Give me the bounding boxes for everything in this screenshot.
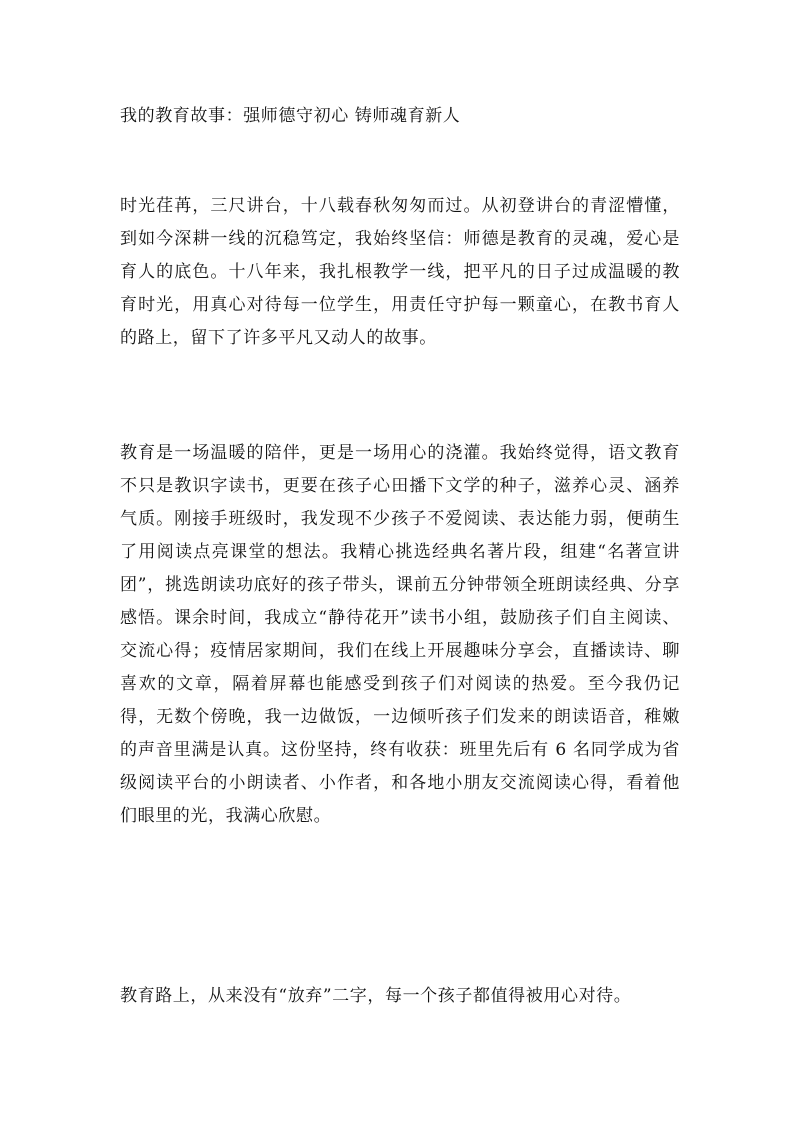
document-title: 我的教育故事：强师德守初心 铸师魂育新人 bbox=[120, 106, 461, 126]
paragraph-never-give-up: 教育路上，从来没有“放弃”二字，每一个孩子都值得被用心对待。 bbox=[120, 986, 632, 1006]
paragraph-intro: 时光荏苒，三尺讲台，十八载春秋匆匆而过。从初登讲台的青涩懵懂，到如今深耕一线的沉稳笃定，我始终坚信：师德是教育的灵魂，爱心是育人的底色。十八年来，我扎根教学一线，把平凡的日子过成温暖的教育时光，用真心对待每一位学生，用责任守护每一颗童心，在教书育人的路上，留下了许多平凡又动人的故事。 bbox=[120, 196, 680, 348]
paragraph-reading-story: 教育是一场温暖的陪伴，更是一场用心的浇灌。我始终觉得，语文教育不只是教识字读书，更要在孩子心田播下文学的种子，滋养心灵、涵养气质。刚接手班级时，我发现不少孩子不爱阅读、表达能力弱，便萌生了用阅读点亮课堂的想法。我精心挑选经典名著片段，组建“名著宣讲团”，挑选朗读功底好的孩子带头，课前五分钟带领全班朗读经典、分享感悟。课余时间，我成立“静待花开”读书小组，鼓励孩子们自主阅读、交流心得；疫情居家期间，我们在线上开展趣味分享会，直播读诗、聊喜欢的文章，隔着屏幕也能感受到孩子们对阅读的热爱。至今我仍记得，无数个傍晚，我一边做饭，一边倾听孩子们发来的朗读语音，稚嫩的声音里满是认真。这份坚持，终有收获：班里先后有 6 名同学成为省级阅读平台的小朗读者、小作者，和各地小朋友交流阅读心得，看着他们眼里的光，我满心欣慰。 bbox=[120, 443, 680, 826]
